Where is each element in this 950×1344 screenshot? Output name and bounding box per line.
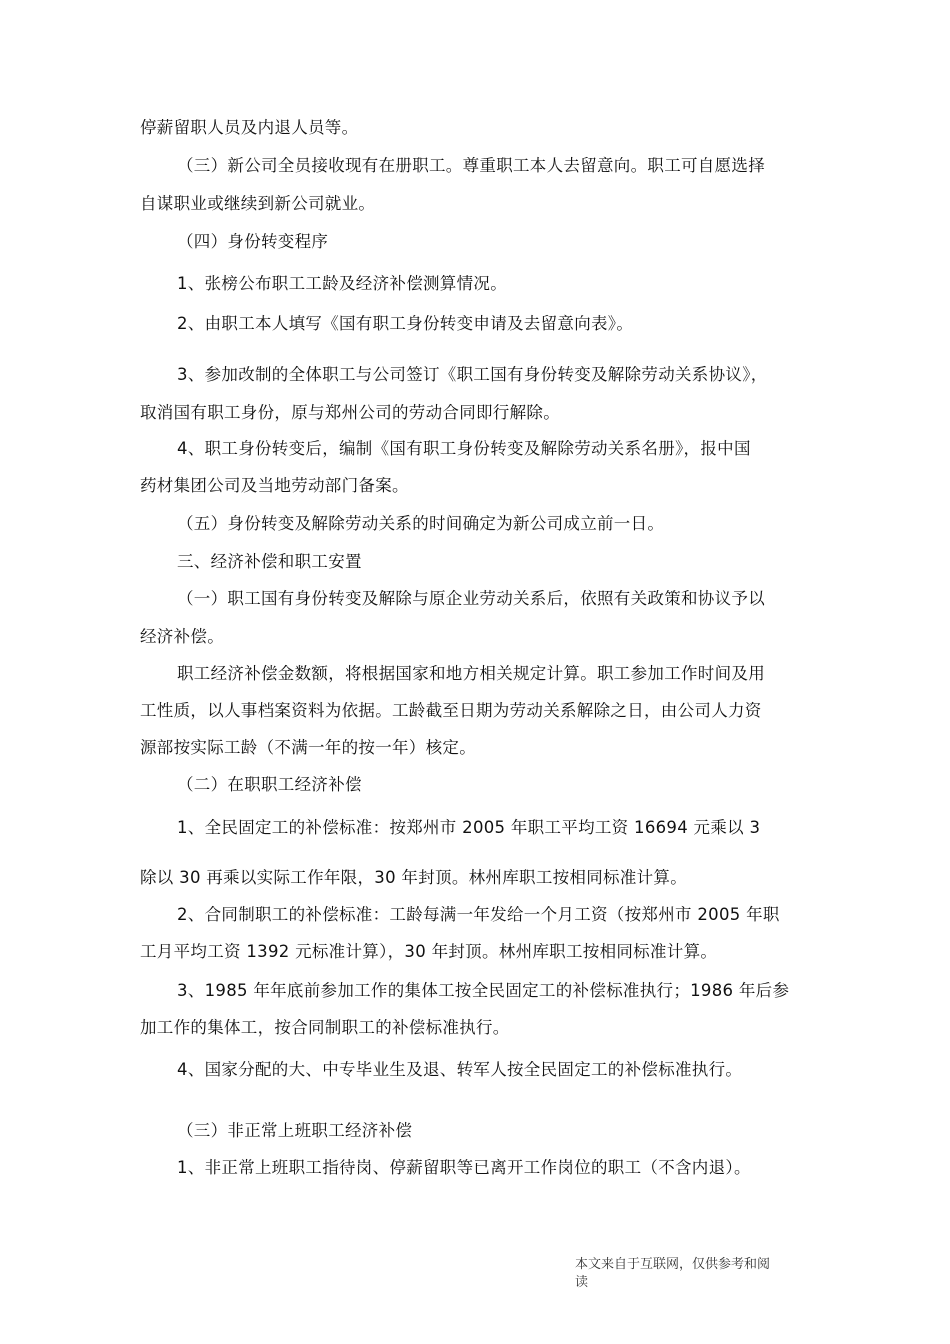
text-line: 3、参加改制的全体职工与公司签订《职工国有身份转变及解除劳动关系协议》，: [177, 365, 768, 384]
footer-note: [575, 1256, 795, 1292]
text-line: 经济补偿。: [140, 627, 224, 646]
text-line: 自谋职业或继续到新公司就业。: [140, 194, 376, 213]
text-line: 除以 30 再乘以实际工作年限，30 年封顶。林州库职工按相同标准计算。: [140, 868, 688, 887]
text-line: 取消国有职工身份，原与郑州公司的劳动合同即行解除。: [140, 403, 560, 422]
text-line: 1、非正常上班职工指待岗、停薪留职等已离开工作岗位的职工（不含内退）。: [177, 1158, 751, 1177]
section-heading: （四）身份转变程序: [177, 232, 329, 251]
text-line: 3、1985 年年底前参加工作的集体工按全民固定工的补偿标准执行；1986 年后参: [177, 981, 790, 1000]
text-line: 2、合同制职工的补偿标准：工龄每满一年发给一个月工资（按郑州市 2005 年职: [177, 905, 780, 924]
text-line: 源部按实际工龄（不满一年的按一年）核定。: [140, 738, 476, 757]
text-line: 1、全民固定工的补偿标准：按郑州市 2005 年职工平均工资 16694 元乘以 3: [177, 818, 761, 837]
section-heading: 三、经济补偿和职工安置: [177, 552, 362, 571]
text-line: 停薪留职人员及内退人员等。: [140, 118, 359, 137]
text-line: （一）职工国有身份转变及解除与原企业劳动关系后，依照有关政策和协议予以: [177, 589, 765, 608]
text-line: 1、张榜公布职工工龄及经济补偿测算情况。: [177, 274, 507, 293]
text-line: （五）身份转变及解除劳动关系的时间确定为新公司成立前一日。: [177, 514, 665, 533]
footer-line: 本文来自于互联网，仅供参考和阅: [575, 1257, 771, 1272]
text-line: 加工作的集体工，按合同制职工的补偿标准执行。: [140, 1018, 510, 1037]
text-line: 工性质，以人事档案资料为依据。工龄截至日期为劳动关系解除之日，由公司人力资: [140, 701, 762, 720]
text-line: 职工经济补偿金数额，将根据国家和地方相关规定计算。职工参加工作时间及用: [177, 664, 765, 683]
text-line: 工月平均工资 1392 元标准计算），30 年封顶。林州库职工按相同标准计算。: [140, 942, 718, 961]
text-line: 4、职工身份转变后，编制《国有职工身份转变及解除劳动关系名册》，报中国: [177, 439, 751, 458]
text-line: 2、由职工本人填写《国有职工身份转变申请及去留意向表》。: [177, 314, 634, 333]
section-heading: （三）非正常上班职工经济补偿: [177, 1121, 413, 1140]
footer-line: 读: [575, 1275, 589, 1290]
text-line: 药材集团公司及当地劳动部门备案。: [140, 476, 409, 495]
text-line: 4、国家分配的大、中专毕业生及退、转军人按全民固定工的补偿标准执行。: [177, 1060, 743, 1079]
text-line: （三）新公司全员接收现有在册职工。尊重职工本人去留意向。职工可自愿选择: [177, 156, 765, 175]
section-heading: （二）在职职工经济补偿: [177, 775, 362, 794]
